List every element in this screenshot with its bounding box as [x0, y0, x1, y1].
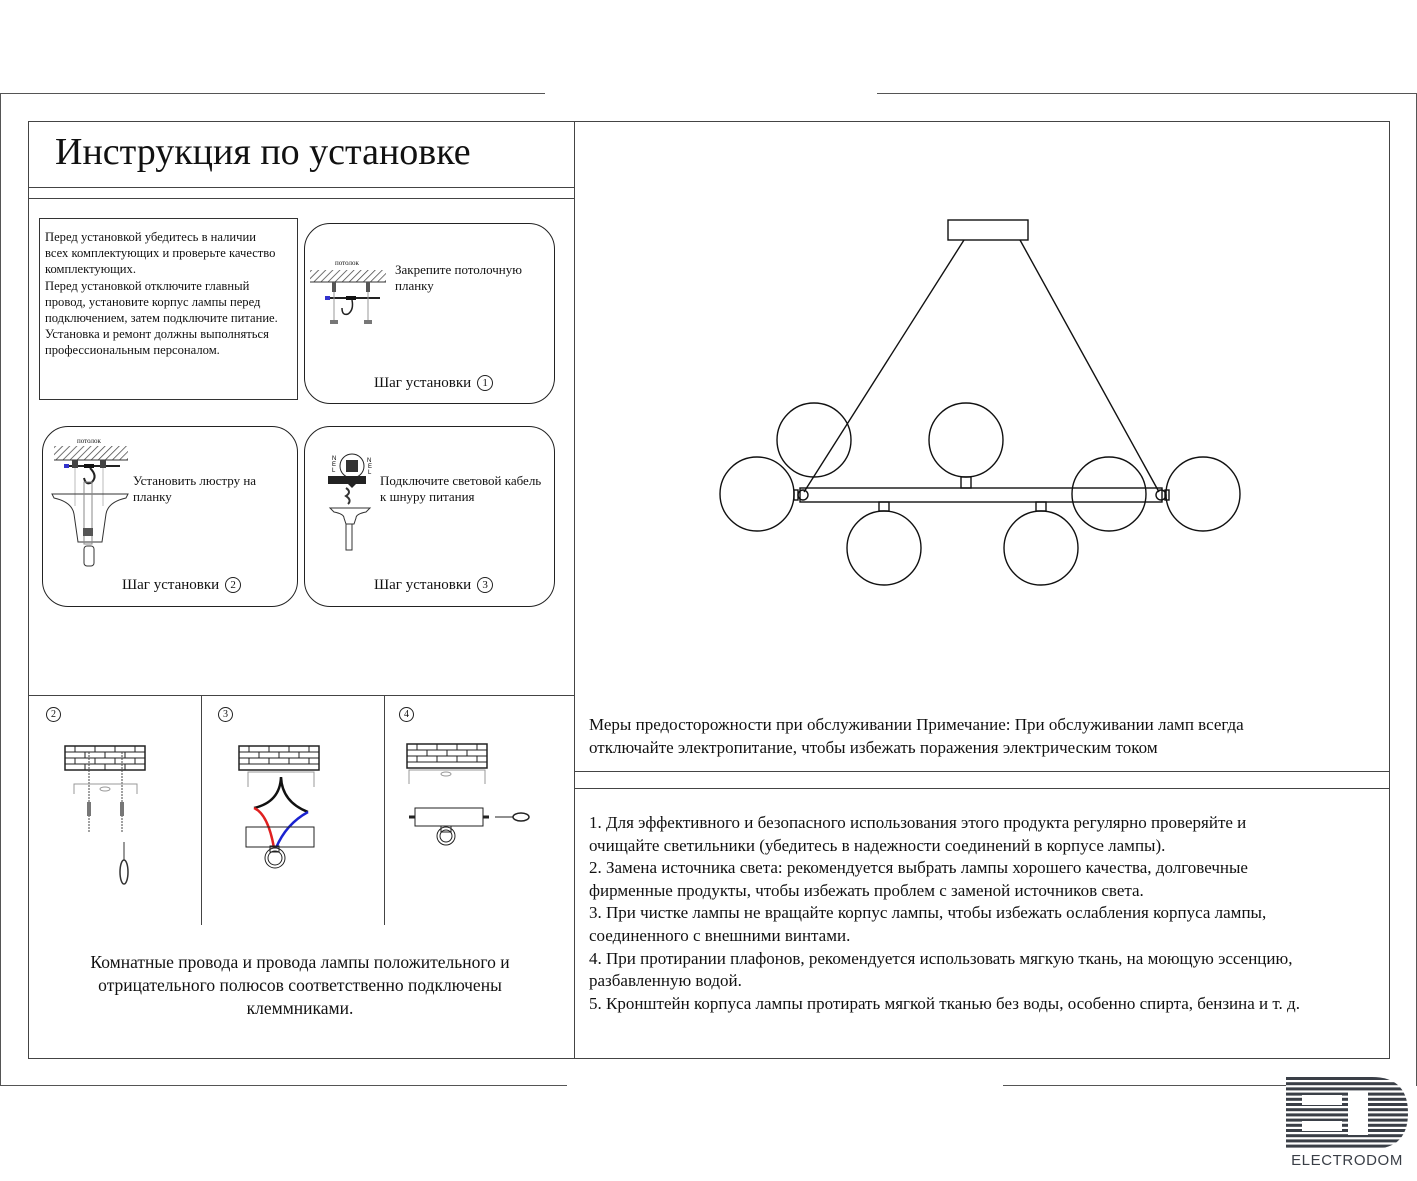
wire-connection-diagram — [326, 452, 376, 552]
suspension-cable-left — [804, 240, 964, 492]
intro-line: всех комплектующих и проверьте качество — [45, 246, 276, 261]
step-1-label — [374, 374, 493, 392]
title-rule-2 — [28, 198, 575, 199]
wiring-note — [40, 951, 560, 1020]
rule-line: разбавленную водой. — [589, 971, 742, 991]
maintenance-warning — [589, 714, 1379, 759]
note-line: Комнатные провода и провода лампы положительного и — [90, 952, 510, 972]
brick-wall — [65, 746, 145, 770]
page-title: Инструкция по установке — [55, 131, 471, 173]
rule-line: 5. Кронштейн корпуса лампы протирать мягкой тканью без воды, особенно спирта, бензина и т. д. — [589, 993, 1300, 1013]
intro-line: Установка и ремонт должны выполняться — [45, 327, 269, 342]
step-text-line: Подключите световой кабель — [380, 473, 542, 488]
step-label-text: Шаг установки — [374, 375, 472, 391]
rule-line: 3. При чистке лампы не вращайте корпус лампы, чтобы избежать ослабления корпуса лампы, — [589, 903, 1267, 923]
intro-line: профессиональным персоналом. — [45, 343, 220, 358]
globe-shade — [720, 457, 794, 531]
frame-bottom-left — [0, 1085, 567, 1086]
warning-line: отключайте электропитание, чтобы избежать поражения электрическим током — [589, 737, 1158, 757]
logo-stripe — [1286, 1087, 1408, 1090]
panel-4-number — [399, 706, 414, 722]
logo-cutout — [1302, 1121, 1342, 1131]
earth-label: E — [368, 464, 373, 470]
brick-wall — [239, 746, 319, 770]
rule-line: 1. Для эффективного и безопасного использования этого продукта регулярно проверяйте и — [589, 813, 1247, 832]
frame-top-right — [877, 93, 1417, 94]
brick-wall-drill-diagram — [60, 742, 150, 892]
step-3-label — [374, 576, 493, 594]
intro-text — [45, 229, 297, 359]
step-3-text — [380, 473, 541, 505]
step-2-text — [133, 473, 256, 505]
step-number-badge: 1 — [477, 375, 493, 391]
chandelier-drawing — [700, 200, 1280, 610]
electrodom-logo-mark — [1286, 1077, 1408, 1149]
note-line: отрицательного полюсов соответственно подключены — [98, 975, 502, 995]
neutral-label: N — [367, 458, 372, 464]
step-number-badge: 3 — [477, 577, 493, 593]
ceiling-bracket-diagram — [308, 266, 390, 334]
step-text-line: планку — [395, 278, 434, 293]
ceiling-canopy — [948, 220, 1028, 240]
note-line: клеммниками. — [246, 998, 354, 1018]
rule-line: 4. При протирании плафонов, рекомендуется использовать мягкую ткань, на моющую эссенцию, — [589, 948, 1293, 968]
panel-divider-2 — [384, 695, 385, 925]
live-label: L — [332, 468, 336, 474]
logo-stripe — [1286, 1082, 1408, 1085]
frame-left — [0, 93, 1, 1086]
step-text-line: Установить люстру на — [133, 473, 257, 488]
chandelier-mount-diagram — [50, 444, 130, 570]
rule-line: очищайте светильники (убедитесь в надежности соединений в корпусе лампы). — [589, 835, 1166, 855]
step-number-badge: 2 — [225, 577, 241, 593]
globe-shade — [777, 403, 851, 477]
earth-label: E — [332, 462, 337, 468]
step-1-text — [395, 262, 522, 294]
logo-stripe — [1286, 1108, 1408, 1111]
ceiling-label: потолок — [335, 259, 359, 267]
live-label: L — [368, 470, 372, 476]
globe-shade — [1072, 457, 1146, 531]
rule-line: соединенного с внешними винтами. — [589, 925, 851, 945]
horizontal-bar — [800, 488, 1162, 502]
frame-bottom-right — [1003, 1085, 1286, 1086]
column-divider — [574, 121, 575, 1059]
step-label-text: Шаг установки — [122, 577, 220, 593]
logo-stripe — [1286, 1113, 1408, 1116]
right-rule-2 — [575, 788, 1390, 789]
title-rule-1 — [28, 187, 575, 188]
lower-section-rule — [28, 695, 575, 696]
intro-line: подключением, затем подключите питание. — [45, 311, 278, 326]
panel-2-number — [46, 706, 61, 722]
step-text-line: Закрепите потолочную — [395, 262, 522, 277]
step-text-line: планку — [133, 489, 172, 504]
panel-divider-1 — [201, 695, 202, 925]
step-text-line: к шнуру питания — [380, 489, 475, 504]
intro-line: Перед установкой отключите главный — [45, 278, 250, 293]
globe-shade — [1166, 457, 1240, 531]
canopy-screw-diagram — [403, 742, 538, 852]
warning-line: Меры предосторожности при обслуживании Примечание: При обслуживании ламп всегда — [589, 715, 1244, 734]
step-label-text: Шаг установки — [374, 577, 472, 593]
globe-shade — [847, 511, 921, 585]
intro-line: провод, установите корпус лампы перед — [45, 294, 261, 309]
wire-join-diagram — [236, 742, 326, 872]
logo-wordmark: ELECTRODOM — [1291, 1152, 1403, 1169]
logo-stripe — [1286, 1139, 1408, 1142]
logo-cutout — [1348, 1091, 1368, 1135]
logo-stripe — [1286, 1134, 1408, 1137]
logo-stripe — [1286, 1145, 1408, 1148]
globe-shade — [1004, 511, 1078, 585]
ceiling-label: потолок — [77, 437, 101, 445]
globe-shade — [929, 403, 1003, 477]
panel-number-badge: 2 — [46, 707, 61, 722]
right-rule-1 — [575, 771, 1390, 772]
intro-line: Перед установкой убедитесь в наличии — [45, 230, 256, 244]
panel-number-badge: 4 — [399, 707, 414, 722]
rule-line: фирменные продукты, чтобы избежать проблем с заменой источников света. — [589, 880, 1144, 900]
intro-line: комплектующих. — [45, 262, 136, 277]
step-2-label — [122, 576, 241, 594]
logo-stripe — [1286, 1077, 1408, 1080]
frame-top-left — [0, 93, 545, 94]
panel-number-badge: 3 — [218, 707, 233, 722]
rule-line: 2. Замена источника света: рекомендуется выбрать лампы хорошего качества, долговечные — [589, 858, 1248, 878]
neutral-label: N — [332, 456, 337, 462]
panel-3-number — [218, 706, 233, 722]
brick-wall — [407, 744, 487, 768]
logo-cutout — [1302, 1095, 1342, 1105]
suspension-cable-right — [1020, 240, 1159, 492]
maintenance-rules — [589, 812, 1384, 1015]
